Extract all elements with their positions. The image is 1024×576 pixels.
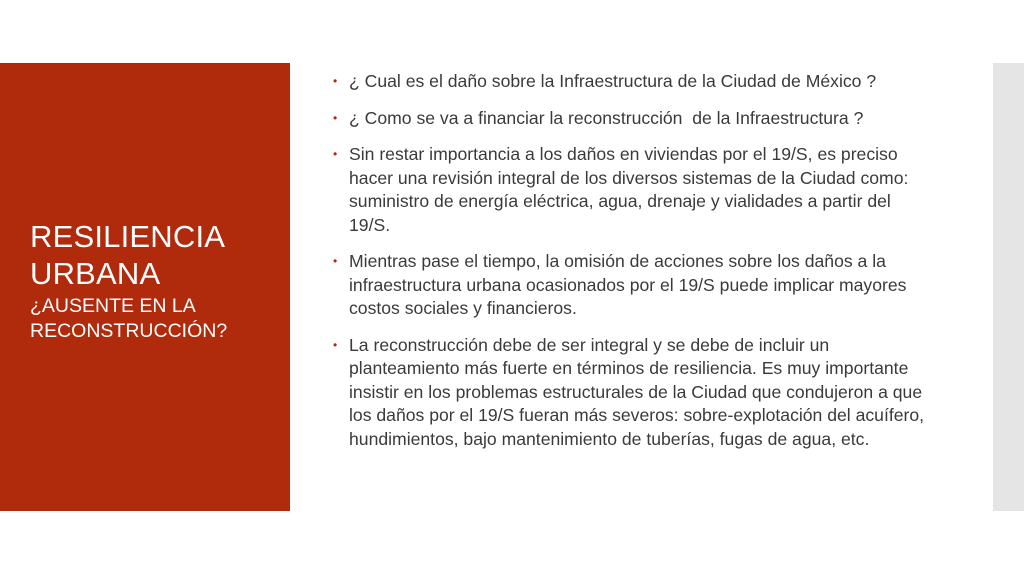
bullet-dot-icon: • [333, 110, 338, 125]
slide-title: RESILIENCIA URBANA [30, 219, 224, 291]
bullet-item [333, 107, 933, 131]
decorative-side-strip [993, 63, 1024, 511]
bullet-item [333, 70, 933, 94]
bullet-item [333, 250, 933, 321]
bullet-text: ¿ Como se va a financiar la reconstrucción de la Infraestructura ? [349, 107, 864, 128]
bullet-dot-icon: • [333, 254, 338, 268]
title-block [30, 218, 285, 344]
bullet-list [333, 70, 933, 464]
slide-subtitle: ¿AUSENTE EN LA RECONSTRUCCIÓN? [30, 295, 228, 342]
bullet-dot-icon: • [333, 147, 338, 161]
bullet-text: Mientras pase el tiempo, la omisión de acciones sobre los daños a la infraestructura urbana ocasionados por el 19/S puede implicar mayores costos sociales y financieros. [349, 251, 912, 318]
bullet-dot-icon: • [333, 74, 338, 88]
bullet-text: Sin restar importancia a los daños en viviendas por el 19/S, es preciso hacer una revisión integral de los diversos sistemas de la Ciudad como: suministro de energía eléctrica, agua, drenaje y vialidades a partir del 19/S. [349, 144, 914, 235]
bullet-text: ¿ Cual es el daño sobre la Infraestructura de la Ciudad de México ? [349, 71, 877, 91]
bullet-item [333, 334, 933, 452]
bullet-item [333, 143, 933, 237]
bullet-dot-icon: • [333, 337, 338, 352]
bullet-text: La reconstrucción debe de ser integral y se debe de incluir un planteamiento más fuerte en términos de resiliencia. Es muy importante insistir en los problemas estructurales de la Ciudad que condujeron a que los daños por el 19/S fueran más severos: sobre-explotación del acuífero, hundimientos, bajo mantenimiento de tuberías, fugas de agua, etc. [349, 334, 929, 449]
